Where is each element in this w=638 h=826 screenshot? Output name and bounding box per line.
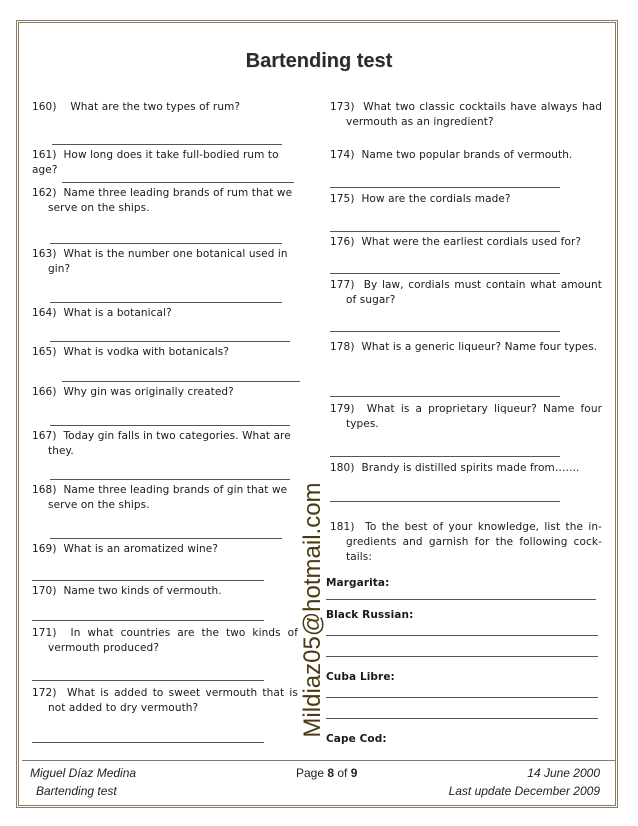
footer-page-number: Page 8 of 9 bbox=[296, 766, 358, 780]
answer-line[interactable] bbox=[330, 501, 560, 502]
answer-line[interactable] bbox=[50, 341, 290, 342]
answer-line[interactable] bbox=[32, 620, 264, 621]
question-169: 169) What is an aromatized wine? bbox=[32, 543, 219, 555]
answer-line[interactable] bbox=[32, 742, 264, 743]
answer-line[interactable] bbox=[330, 331, 560, 332]
question-178: 178) What is a generic liqueur? Name four types. bbox=[330, 341, 598, 353]
page-title: Bartending test bbox=[245, 50, 393, 72]
footer-date: 14 June 2000 bbox=[527, 766, 600, 780]
answer-line[interactable] bbox=[32, 580, 264, 581]
question-176: 176) What were the earliest cordials used for? bbox=[330, 236, 582, 248]
question-164: 164) What is a botanical? bbox=[32, 307, 172, 319]
answer-line[interactable] bbox=[50, 479, 290, 480]
question-177: 177) By law, cordials must contain what amount of sugar? bbox=[330, 279, 602, 306]
answer-line[interactable] bbox=[32, 680, 264, 681]
footer-doc-title: Bartending test bbox=[36, 784, 117, 798]
answer-line[interactable] bbox=[52, 144, 282, 145]
footer-rule bbox=[22, 760, 616, 761]
question-167: 167) Today gin falls in two categories. What are they. bbox=[32, 430, 291, 457]
cocktail-label-cuba-libre: Cuba Libre: bbox=[326, 671, 395, 683]
question-180: 180) Brandy is distilled spirits made from……. bbox=[330, 462, 580, 474]
email-watermark: Mildiaz05@hotmail.com bbox=[299, 482, 326, 738]
answer-line[interactable] bbox=[62, 381, 300, 382]
question-168: 168) Name three leading brands of gin that we serve on the ships. bbox=[32, 484, 288, 511]
question-171: 171) In what countries are the two kinds of vermouth produced? bbox=[32, 627, 298, 654]
answer-line[interactable] bbox=[326, 656, 598, 657]
answer-line[interactable] bbox=[50, 243, 282, 244]
answer-line[interactable] bbox=[326, 635, 598, 636]
question-162: 162) Name three leading brands of rum that we serve on the ships. bbox=[32, 187, 293, 214]
question-172: 172) What is added to sweet vermouth that is not added to dry vermouth? bbox=[32, 687, 298, 714]
answer-line[interactable] bbox=[326, 697, 598, 698]
question-166: 166) Why gin was originally created? bbox=[32, 386, 234, 398]
answer-line[interactable] bbox=[330, 231, 560, 232]
answer-line[interactable] bbox=[50, 425, 290, 426]
answer-line[interactable] bbox=[326, 599, 596, 600]
footer-author: Miguel Díaz Medina bbox=[30, 766, 137, 780]
answer-line[interactable] bbox=[62, 182, 294, 183]
answer-line[interactable] bbox=[50, 538, 282, 539]
answer-line[interactable] bbox=[330, 396, 560, 397]
question-181: 181) To the best of your knowledge, list the in-gredients and garnish for the following cock-tails: bbox=[330, 521, 602, 563]
footer-last-update: Last update December 2009 bbox=[448, 784, 600, 798]
answer-line[interactable] bbox=[330, 456, 560, 457]
cocktail-label-black-russian: Black Russian: bbox=[326, 609, 414, 621]
question-173: 173) What two classic cocktails have always had vermouth as an ingredient? bbox=[330, 101, 602, 128]
question-170: 170) Name two kinds of vermouth. bbox=[32, 585, 222, 597]
question-163: 163) What is the number one botanical used in gin? bbox=[32, 248, 288, 275]
question-175: 175) How are the cordials made? bbox=[330, 193, 511, 205]
answer-line[interactable] bbox=[330, 187, 560, 188]
cocktail-label-margarita: Margarita: bbox=[326, 577, 390, 589]
question-179: 179) What is a proprietary liqueur? Name four types. bbox=[330, 403, 602, 430]
question-174: 174) Name two popular brands of vermouth. bbox=[330, 149, 573, 161]
question-160: 160) What are the two types of rum? bbox=[32, 101, 241, 113]
cocktail-label-cape-cod: Cape Cod: bbox=[326, 733, 387, 745]
answer-line[interactable] bbox=[330, 273, 560, 274]
question-165: 165) What is vodka with botanicals? bbox=[32, 346, 230, 358]
question-161: 161) How long does it take full-bodied rum to age? bbox=[32, 149, 279, 176]
answer-line[interactable] bbox=[326, 718, 598, 719]
answer-line[interactable] bbox=[50, 302, 282, 303]
